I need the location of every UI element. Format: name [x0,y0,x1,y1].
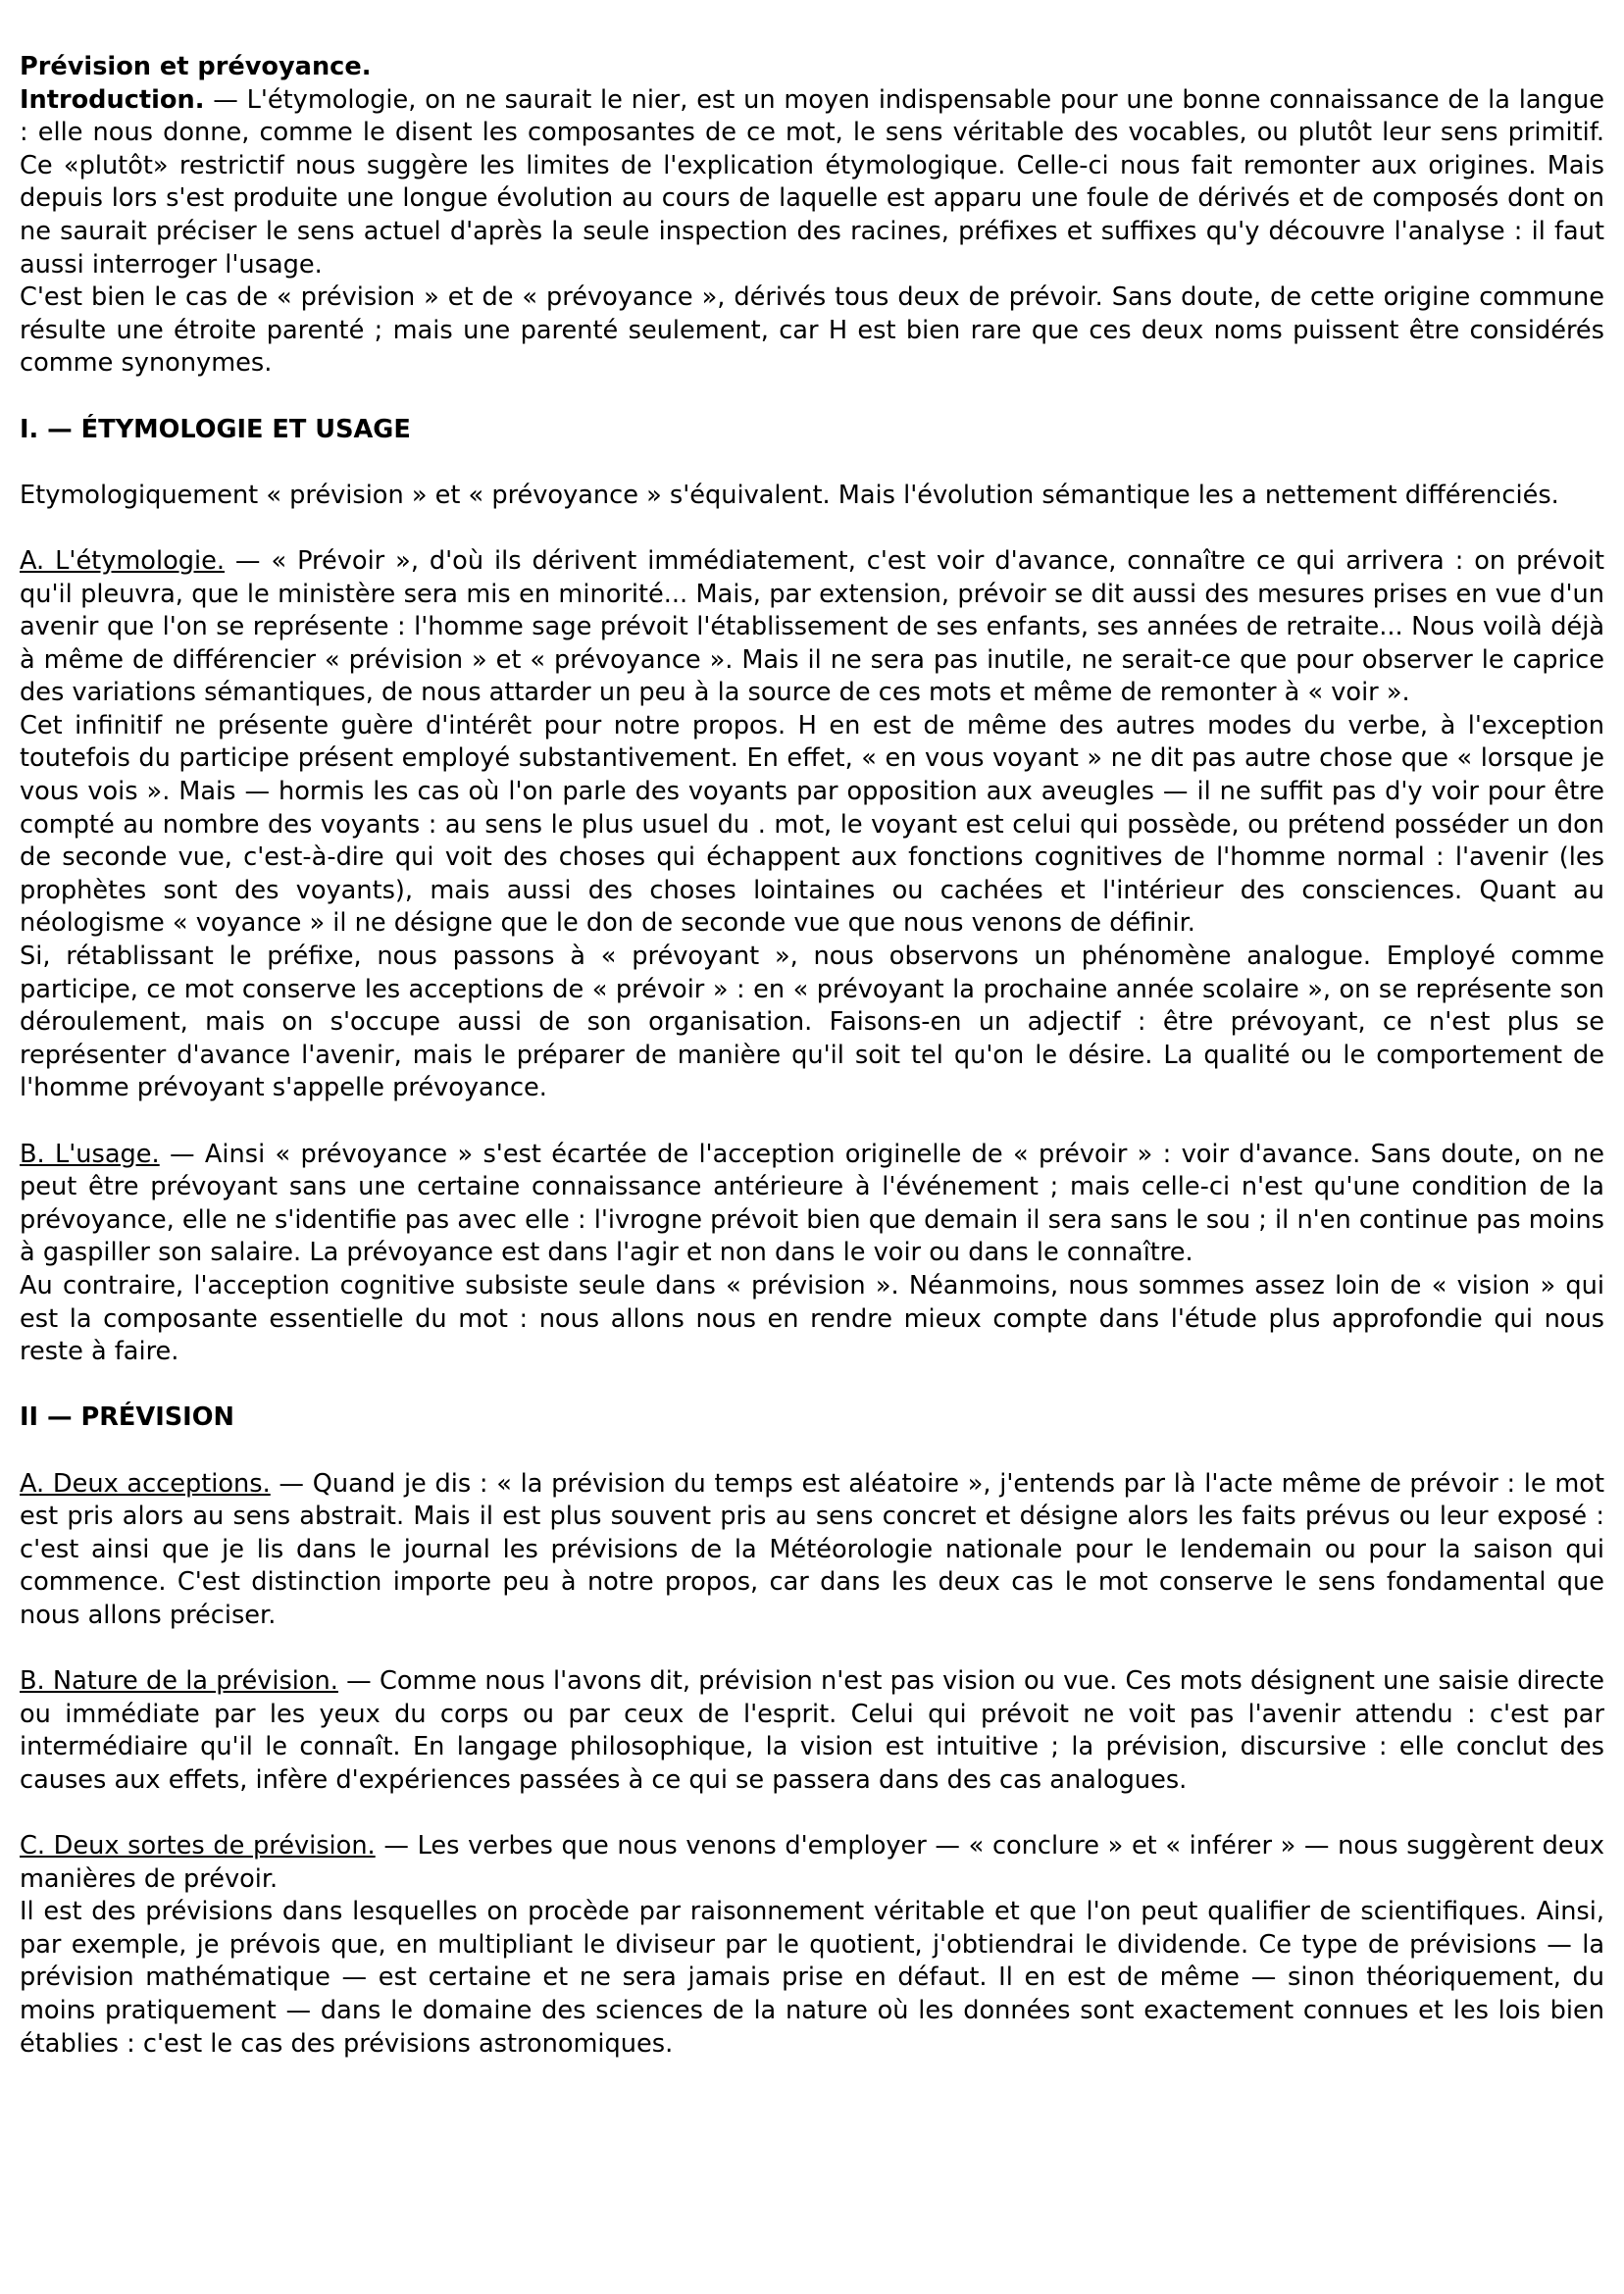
section1a-paragraph-3: Si, rétablissant le préfixe, nous passons à « prévoyant », nous observons un phénomène analogue. Employé comme participe, ce mot conserve les acceptions de « prévoir » : en « prévoyant la prochaine année scolaire », on se représente son déroulement, mais on s'occupe aussi de son organisation. Faisons-en un adjectif : être prévoyant, ce n'est plus se représenter d'avance l'avenir, mais le préparer de manière qu'il soit tel qu'on le désire. La qualité ou le comportement de l'homme prévoyant s'appelle prévoyance. [20,942,1604,1103]
subsection-label-2c: C. Deux sortes de prévision. [20,1831,376,1861]
document-title: Prévision et prévoyance. [20,52,372,81]
section2c-paragraph-1 [20,1830,1604,1896]
section2a-text-1: — Quand je dis : « la prévision du temps est aléatoire », j'entends par là l'acte même de prévoir : le mot est pris alors au sens abstrait. Mais il est plus souvent pris au sens concret et désigne alors les faits prévus ou leur exposé : c'est ainsi que je lis dans le journal les prévisions de la Météorologie nationale pour le lendemain ou pour la saison qui commence. C'est distinction importe peu à notre propos, car dans les deux cas le mot conserve le sens fondamental que nous allons préciser. [20,1468,1604,1630]
spacer [20,1633,1604,1666]
section-heading-2: II — PRÉVISION [20,1402,234,1433]
section2c-paragraph-2: Il est des prévisions dans lesquelles on procède par raisonnement véritable et que l'on peut qualifier de scientifiques. Ainsi, par exemple, je prévois que, en multipliant le diviseur par le quotient, j'obtiendrai le dividende. Ce type de prévisions — la prévision mathématique — est certaine et ne sera jamais prise en défaut. Il en est de même — sinon théoriquement, du moins pratiquement — dans le domaine des sciences de la nature où les données sont exactement connues et les lois bien établies : c'est le cas des prévisions astronomiques. [20,1897,1604,2059]
intro-paragraph-2: C'est bien le cas de « prévision » et de « prévoyance », dérivés tous deux de prévoir. Sans doute, de cette origine commune résulte une étroite parenté ; mais une parenté seulement, car H est bien rare que ces deux noms puissent être considérés comme synonymes. [20,282,1604,379]
intro-lead: Introduction. [20,84,205,115]
spacer [20,1797,1604,1830]
intro-text-1: — L'étymologie, on ne saurait le nier, est un moyen indispensable pour une bonne connaissance de la langue : elle nous donne, comme le disent les composantes de ce mot, le sens véritable des vocables, ou plutôt leur sens primitif. Ce «plutôt» restrictif nous suggère les limites de l'explication étymologique. Celle-ci nous fait remonter aux origines. Mais depuis lors s'est produite une longue évolution au cours de laquelle est apparu une foule de dérivés et de composés dont on ne saurait préciser le sens actuel d'après la seule inspection des racines, préfixes et suffixes qu'y découvre l'analyse : il faut aussi interroger l'usage. [20,84,1604,280]
subsection-label-2a: A. Deux acceptions. [20,1468,271,1499]
spacer [20,1369,1604,1402]
spacer [20,1105,1604,1139]
subsection-label-2b: B. Nature de la prévision. [20,1666,338,1697]
intro-paragraph-1 [20,84,1604,282]
spacer [20,381,1604,414]
subsection-label-1a: A. L'étymologie. [20,545,225,576]
section1a-paragraph-1 [20,545,1604,710]
section2b-text-1: — Comme nous l'avons dit, prévision n'est pas vision ou vue. Ces mots désignent une saisie directe ou immédiate par les yeux du corps ou par ceux de l'esprit. Celui qui prévoit ne voit pas l'avenir attendu : c'est par intermédiaire qu'il le connaît. En langage philosophique, la vision est intuitive ; la prévision, discursive : elle conclut des causes aux effets, infère d'expériences passées à ce qui se passera dans des cas analogues. [20,1666,1604,1795]
section1b-paragraph-1 [20,1139,1604,1270]
spacer [20,512,1604,545]
section1-intro: Etymologiquement « prévision » et « prévoyance » s'équivalent. Mais l'évolution sémantique les a nettement différenciés. [20,480,1559,510]
section1a-paragraph-2: Cet infinitif ne présente guère d'intérêt pour notre propos. H en est de même des autres modes du verbe, à l'exception toutefois du participe présent employé substantivement. En effet, « en vous voyant » ne dit pas autre chose que « lorsque je vous vois ». Mais — hormis les cas où l'on parle des voyants par opposition aux aveugles — il ne suffit pas d'y voir pour être compté au nombre des voyants : au sens le plus usuel du . mot, le voyant est celui qui possède, ou prétend posséder un don de seconde vue, c'est-à-dire qui voit des choses qui échappent aux fonctions cognitives de l'homme normal : l'avenir (les prophètes sont des voyants), mais aussi des choses lointaines ou cachées et l'intérieur des consciences. Quant au néologisme « voyance » il ne désigne que le don de seconde vue que nous venons de définir. [20,710,1604,939]
spacer [20,446,1604,480]
spacer [20,1435,1604,1468]
section2c-text-1: — Les verbes que nous venons d'employer — « conclure » et « inférer » — nous suggèrent deux manières de prévoir. [20,1831,1604,1894]
section1a-text-1: — « Prévoir », d'où ils dérivent immédiatement, c'est voir d'avance, connaître ce qui arrivera : on prévoit qu'il pleuvra, que le ministère sera mis en minorité... Mais, par extension, prévoir se dit aussi des mesures prises en vue d'un avenir que l'on se représente : l'homme sage prévoit l'établissement de ses enfants, ses années de retraite... Nous voilà déjà à même de différencier « prévision » et « prévoyance ». Mais il ne sera pas inutile, ne serait-ce que pour observer le caprice des variations sémantiques, de nous attarder un peu à la source de ces mots et même de remonter à « voir ». [20,545,1604,708]
section1b-paragraph-2: Au contraire, l'acception cognitive subsiste seule dans « prévision ». Néanmoins, nous sommes assez loin de « vision » qui est la composante essentielle du mot : nous allons nous en rendre mieux compte dans l'étude plus approfondie qui nous reste à faire. [20,1270,1604,1367]
subsection-label-1b: B. L'usage. [20,1139,160,1169]
section1b-text-1: — Ainsi « prévoyance » s'est écartée de l'acception originelle de « prévoir » : voir d'avance. Sans doute, on ne peut être prévoyant sans une certaine connaissance antérieure à l'événement ; mais celle-ci n'est qu'une condition de la prévoyance, elle ne s'identifie pas avec elle : l'ivrogne prévoit bien que demain il sera sans le sou ; il n'en continue pas moins à gaspiller son salaire. La prévoyance est dans l'agir et non dans le voir ou dans le connaître. [20,1139,1604,1268]
section2a-paragraph-1 [20,1468,1604,1633]
section-heading-1: I. — ÉTYMOLOGIE ET USAGE [20,414,411,444]
section2b-paragraph-1 [20,1665,1604,1797]
